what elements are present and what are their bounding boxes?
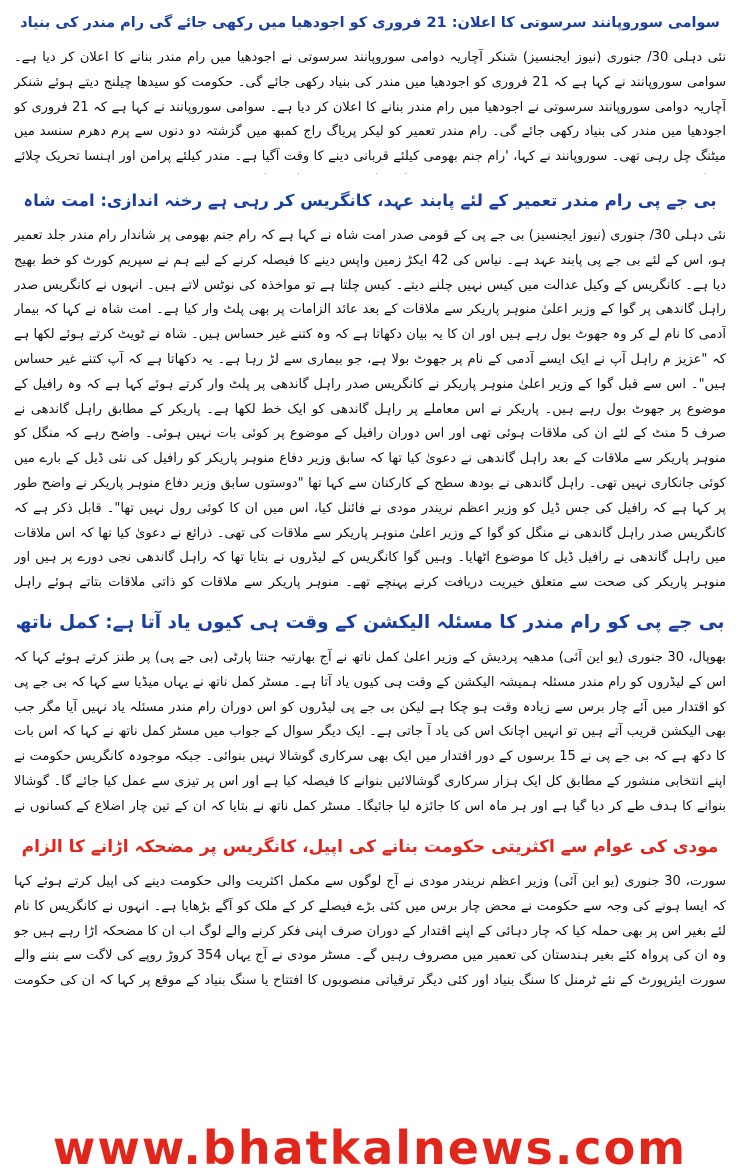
article-3-headline: بی جے پی کو رام مندر کا مسئلہ الیکشن کے وقت ہی کیوں یاد آتا ہے: کمل ناتھ	[15, 612, 725, 633]
article-3	[14, 606, 726, 820]
article-1	[14, 6, 726, 174]
article-3-body: بھوپال، 30 جنوری (یو این آئی) مدھیہ پردیش کے وزیر اعلیٰ کمل ناتھ نے آج بھارتیہ جنتا پارٹی (بی جے پی) پر طنز کرتے ہوئے کہا کہ اس کے لیڈروں کو رام مندر مسئلہ ہمیشہ الیکشن کے وقت ہی کیوں یاد آتا ہے۔ مسٹر کمل ناتھ نے یہاں میڈیا سے کہا کہ بی جے پی کو اقتدار میں آئے چار برس سے زیادہ وقت ہو چکا ہے لیکن بی جے پی لیڈروں کو اس دوران رام مندر مسئلہ یاد نہیں آیا مگر جب بھی الیکشن قریب آتے ہیں تو انہیں اچانک اس کی یاد آ جاتی ہے۔ ایک دیگر سوال کے جواب میں مسٹر کمل ناتھ نے کہا کہ اس بات کا دکھ ہے کہ بی جے پی نے 15 برسوں کے دور اقتدار میں ایک بھی سرکاری گوشالا نہیں بنوائی۔ جبکہ موجودہ کانگریس حکومت نے اپنے انتخابی منشور کے مطابق کل ایک ہزار سرکاری گوشالائیں بنوانے کا فیصلہ کیا ہے اور اس پر تیزی سے عمل کیا جائے گا۔ گوشالا بنوانے کا ہدف طے کر دیا گیا ہے اور ہر ماہ اس کا جائزہ لیا جائیگا۔ مسٹر کمل ناتھ نے بتایا کہ ان کے تین چار اضلاع کے کسانوں نے	[14, 650, 726, 814]
article-1-headline: سوامی سوروپانند سرسوتی کا اعلان: 21 فروری کو اجودھیا میں رکھی جائے گی رام مندر کی بنیاد	[20, 15, 720, 31]
article-4-body: سورت، 30 جنوری (یو این آئی) وزیر اعظم نریندر مودی نے آج لوگوں سے مکمل اکثریت والی حکومت دینے کی اپیل کرتے ہوئے کہا کہ ایسا ہونے کی وجہ سے حکومت نے محض چار برس میں کئی بڑے فیصلے کر کے ملک کو آگے بڑھایا ہے۔ انہوں نے کانگریس کا نام لئے بغیر اس پر بھی حملہ کیا کہ چار دہائی کے اپنے اقتدار کے دوران صرف اپنی فکر کرنے والے لوگ اب ان کا مضحکہ اڑا رہے ہیں جو وہ ان کی پرواہ کئے بغیر ہندستان کی تعمیر میں مصروف رہیں گے۔ مسٹر مودی نے آج یہاں 354 کروڑ روپے کی لاگت سے بننے والے سورت ایئرپورٹ کے نئے ٹرمنل کا سنگ بنیاد اور کئی دیگر ترقیاتی منصوبوں کا افتتاح یا سنگ بنیاد کے موقع پر کہا کہ ان کی حکومت	[14, 874, 726, 989]
article-2	[14, 184, 726, 596]
article-1-body: نئی دہلی 30/ جنوری (نیوز ایجنسیز) شنکر آچاریہ دوامی سوروپانند سرسوتی نے اجودھیا میں رام مندر بنانے کا اعلان کر دیا ہے۔ سوامی سوروپانند نے کہا ہے کہ 21 فروری کو اجودھیا میں مندر کی بنیاد رکھی جائے گی۔ حکومت کو سیدھا چیلنج دیتے ہوئے شنکر آچاریہ دوامی سوروپانند سرسوتی نے اجودھیا میں رام مندر بنانے کا اعلان کر دیا ہے۔ سوامی سوروپانند نے کہا ہے کہ 21 فروری کو اجودھیا میں مندر کی بنیاد رکھی جائے گی۔ رام مندر تعمیر کو لیکر پریاگ راج کمبھ میں گزشتہ دو دنوں سے پرم دھرم سنسد میں میٹنگ چل رہی تھی۔ سوروپانند نے کہا، 'رام جنم بھومی کیلئے قربانی دینے کا وقت آگیا ہے۔ مندر کیلئے پرامن اور اہنسا تحریک چلائے	[14, 50, 726, 165]
site-footer-url[interactable]: www.bhatkalnews.com	[52, 1121, 688, 1175]
article-2-headline: بی جے پی رام مندر تعمیر کے لئے پابند عہد، کانگریس کر رہی ہے رخنہ اندازی: امت شاہ	[23, 191, 717, 210]
article-4	[14, 830, 726, 994]
article-2-body: نئی دہلی 30/ جنوری (نیوز ایجنسیز) بی جے پی کے قومی صدر امت شاہ نے کہا ہے کہ رام جنم بھومی پر شاندار رام مندر جلد تعمیر ہو، اس کے لئے بی جے پی پابند عہد ہے۔ نیاس کی 42 ایکڑ زمین واپس دینے کا فیصلہ کرنے کے لیے ہم نے سپریم کورٹ کو خط بھیج دیا ہے۔ کانگریس کے وکیل عدالت میں کیس نہیں چلنے دیتے۔ کیس چلتا ہے تو مواخذہ کی نوٹس لاتے ہیں۔ انہوں نے کانگریس صدر راہل گاندھی پر گوا کے وزیر اعلیٰ منوہر پاریکر سے ملاقات کے بعد عائد الزامات پر بھی پلٹ وار کیا ہے۔ امت شاہ نے کہا کہ بیمار آدمی کا نام لے کر وہ جھوٹ بول رہے ہیں اور ان کا یہ بیان دکھاتا ہے کہ وہ کتنے غیر حساس ہیں۔ شاہ نے ٹویٹ کرتے ہوئے لکھا ہے کہ "عزیز م راہل آپ نے ایک ایسے آدمی کے نام پر جھوٹ بولا ہے، جو بیماری سے لڑ رہا ہے۔ یہ دکھاتا ہے کہ آپ کتنے غیر حساس ہیں"۔ اس سے قبل گوا کے وزیر اعلیٰ منوہر پاریکر نے کانگریس صدر راہل گاندھی پر پلٹ وار کرتے ہوئے کہا ہے کہ وہ رافیل کے موضوع پر جھوٹ بول رہے ہیں۔ پاریکر نے اس معاملے پر راہل گاندھی کو ایک خط لکھا ہے۔ پاریکر کے مطابق راہل گاندھی نے صرف 5 منٹ کے لئے ان کی ملاقات ہوئی تھی اور اس دوران رافیل کے موضوع پر کوئی بات نہیں ہوئی۔ واضح رہے کہ منگل کو منوہر پاریکر سے ملاقات کے بعد راہل گاندھی نے دعویٰ کیا تھا کہ سابق وزیر دفاع منوہر پاریکر کو رافیل کی نئی ڈیل کے بارے میں کوئی جانکاری نہیں تھی۔ راہل گاندھی نے بودھ سطح کے کارکنان سے کہا تھا "دوستوں سابق وزیر دفاع منوہر پاریکر نے واضح طور پر کہا ہے کہ رافیل کی جس ڈیل کو وزیر اعظم نریندر مودی نے فائنل کیا، اس میں ان کا کوئی رول نہیں تھا"۔ قابل ذکر ہے کہ کانگریس صدر راہل گاندھی نے منگل کو گوا کے وزیر اعلیٰ منوہر پاریکر سے ملاقات کی تھی۔ ذرائع نے دعویٰ کیا تھا کہ اس ملاقات میں راہل گاندھی نے رافیل ڈیل کا موضوع اٹھایا۔ وہیں گوا کانگریس کے لیڈروں نے بتایا تھا کہ راہل گاندھی نجی دورے پر ہیں اور منوہر پاریکر کی صحت سے متعلق خیریت دریافت کرنے پہنچے تھے۔ منوہر پاریکر سے ملاقات کو ذاتی ملاقات بتاتے ہوئے راہل	[14, 228, 726, 591]
article-4-headline: مودی کی عوام سے اکثریتی حکومت بنانے کی اپیل، کانگریس پر مضحکہ اڑانے کا الزام	[21, 837, 719, 857]
